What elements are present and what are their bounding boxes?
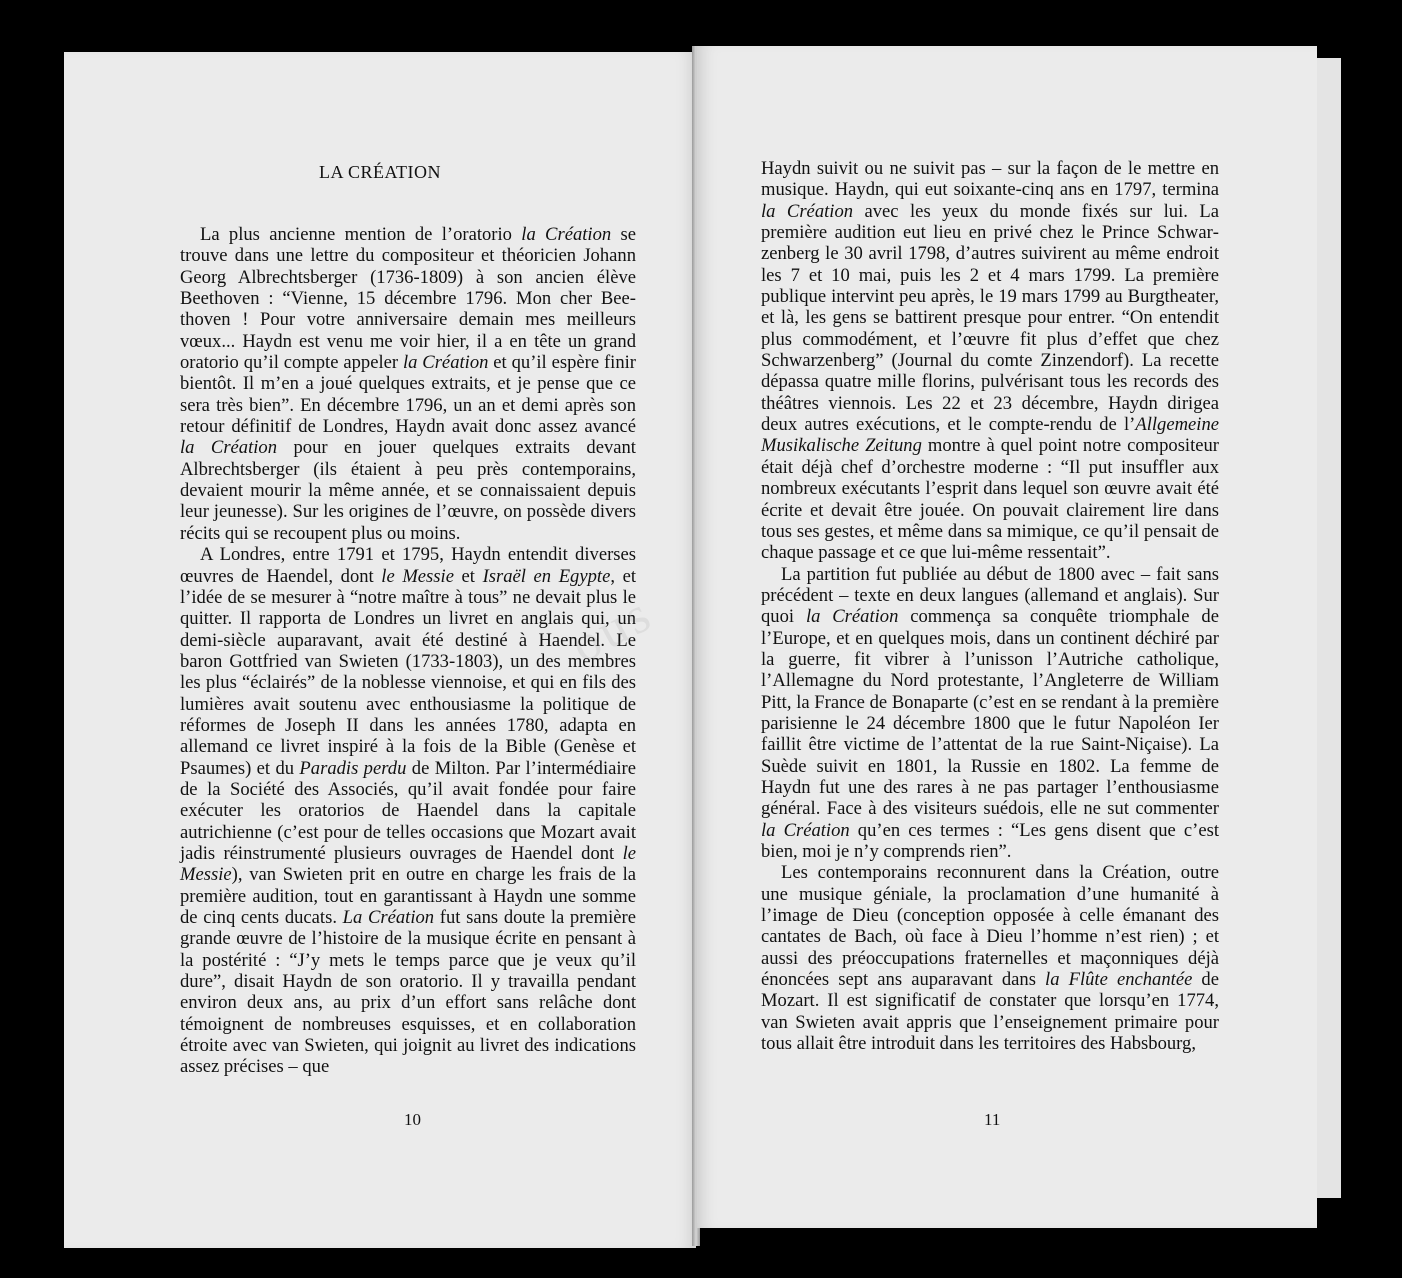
italic-title: Israël en Egypte — [482, 565, 611, 587]
italic-title: la Création — [402, 352, 489, 374]
text-run: se trouve dans une lettre du compositeur et théoricien Johann Georg Albrechtsberger (1736-1809) à son ancien élève Beethoven : “Vienne, 15 décembre 1796. Mon cher Beethoven ! Pour votre anniversaire demain mes meilleurs vœux... Haydn est venu me voir hier, il a en tête un grand oratorio qu’il compte appeler — [180, 224, 636, 374]
chapter-title: LA CRÉATION — [319, 162, 441, 182]
text-run: fut sans doute la première grande œuvre de l’histoire de la musique écrite en pensant à la postérité : “J’y mets le temps parce que je veux qu’il dure”, disait Haydn de son oratorio. Il y travailla pendant environ deux ans, au prix d’un effort sans relâche dont témoignent de nombreuses esquisses, et en collaboration étroite avec van Swieten, qui joignit au livret des indications assez précises – que — [180, 907, 636, 1078]
text-run: et qu’il espère finir bientôt. Il m’en a joué quelques extraits, et je pense que ce sera très bien”. En décembre 1796, un an et demi après son retour définitif de Londres, Haydn avait donc assez avancé — [180, 352, 636, 438]
italic-title: la Création — [761, 200, 854, 222]
text-run: , et l’idée de se mesurer à “notre maître à tous” ne devait plus le quitter. Il rapporta de Londres un livret en anglais qui, un demi-siècle auparavant, avait été destiné à Haendel. Le baron Gottfried van Swieten (1733-1803), un des membres les plus “éclairés” de la noblesse viennoise, et qui en fils des lumières avait soutenu avec enthousiasme la politique de réformes de Joseph II dans les années 1780, adapta en allemand ce livret inspiré à la fois de la Bible (Genèse et Psaumes) et du — [180, 565, 636, 779]
paragraph — [180, 544, 636, 1078]
italic-title: le Messie — [180, 842, 636, 886]
page-number: 11 — [984, 1110, 1001, 1129]
right-page-body — [761, 158, 1219, 1054]
text-run: La plus ancienne mention de l’oratorio — [200, 224, 522, 245]
italic-title: la Création — [180, 437, 278, 459]
text-run: pour en jouer quelques extraits devant Albrechtsberger (ils étaient à peu près contemporains, devaient mourir la même année, et se connaissaient depuis leur jeunesse). Sur les origines de l’œuvre, on possède divers récits qui se recoupent plus ou moins. — [180, 437, 636, 544]
text-run: avec les yeux du monde fixés sur lui. La première audition eut lieu en privé chez le Prince Schwarzenberg le 30 avril 1798, d’autres suivirent au même endroit les 7 et 10 mai, puis les 2 et 4 mars 1799. La première publique intervint peu après, le 19 mars 1799 au Burgtheater, et là, les gens se battirent presque pour entrer. “On entendit plus commodément, et l’œuvre fit plus d’effet que chez Schwarzenberg” (Journal du comte Zinzendorf). La recette dépassa quatre mille florins, pulvérisant tous les records des théâtres viennois. Les 22 et 23 décembre, Haydn dirigea deux autres exécutions, et le compte-rendu de l’ — [761, 200, 1219, 436]
text-run: commença sa conquête triomphale de l’Europe, et en quelques mois, dans un continent déchiré par la guerre, fit vibrer à l’unisson l’Autriche catholique, l’Allemagne du Nord protestante, l’Angleterre de William Pitt, la France de Bonaparte (c’est en se rendant à la première parisienne le 24 décembre 1800 que le futur Napoléon Ier faillit être victime de l’attentat de la rue Saint-Niçaise). La Suède suivit en 1801, la Russie en 1802. La femme de Haydn fut une des rares à ne pas partager l’enthousiasme général. Face à des visiteurs suédois, elle ne sut commenter — [761, 606, 1219, 820]
paragraph — [180, 224, 636, 544]
left-page-body — [180, 224, 636, 1078]
italic-title: Allgemeine Musikalische Zeitung — [761, 414, 1219, 457]
italic-title: La Création — [342, 907, 435, 928]
text-run: montre à quel point notre compositeur était déjà chef d’orchestre moderne : “Il put insuffler aux nombreux exécutants l’esprit dans lequel son œuvre avait été écrite et devait être jouée. On pouvait clairement lire dans tous ses gestes, et même dans sa mimique, ce qu’il pensait de chaque passage et ce que lui-même ressentait”. — [761, 435, 1220, 564]
text-run: La partition fut publiée au début de 1800 avec – fait sans précédent – texte en deux langues (allemand et anglais). Sur quoi — [761, 563, 1219, 628]
text-run: de Milton. Par l’intermédiaire de la Société des Associés, qu’il avait fondée pour faire exécuter les oratorios de Haendel dans la capitale autrichienne (c’est pour de telles occasions que Mozart avait jadis réinstrumenté plusieurs ouvrages de Haendel dont — [180, 757, 636, 864]
text-run: et — [453, 565, 483, 587]
italic-title: la Flûte enchantée — [1045, 969, 1193, 991]
text-run: ), van Swieten prit en outre en charge les frais de la première audition, tout en garantissant à Haydn une somme de cinq cents ducats. — [180, 864, 636, 928]
italic-title: la Création — [761, 819, 850, 841]
paragraph — [761, 862, 1219, 1054]
italic-title: le Messie — [381, 565, 454, 587]
italic-title: la Création — [521, 224, 612, 245]
page-number: 10 — [404, 1110, 421, 1129]
text-run: A Londres, entre 1791 et 1795, Haydn entendit diverses œuvres de Haendel, dont — [180, 544, 636, 587]
right-page — [697, 46, 1317, 1228]
italic-title: Paradis perdu — [299, 757, 407, 779]
text-run: Haydn suivit ou ne suivit pas – sur la façon de le mettre en musique. Haydn, qui eut soixante-cinq ans en 1797, termina — [761, 158, 1219, 201]
paragraph — [761, 158, 1219, 564]
text-run: qu’en ces termes : “Les gens disent que c’est bien, moi je n’y comprends rien”. — [761, 819, 1219, 862]
left-page — [64, 52, 696, 1248]
text-run: Les contemporains reconnurent dans la Création, outre une musique géniale, la proclamation d’une humanité à l’image de Dieu (conception opposée à celle émanant des cantates de Bach, où face à Dieu l’homme n’est rien) ; et aussi des préoccupations fraternelles et maçonniques déjà énoncées sept ans auparavant dans — [761, 862, 1219, 991]
paragraph — [761, 564, 1219, 863]
text-run: de Mozart. Il est significatif de constater que lorsqu’en 1774, van Swieten avait appris que l’enseignement primaire pour tous allait être introduit dans les territoires des Habsbourg, — [761, 969, 1219, 1055]
italic-title: la Création — [805, 606, 899, 628]
